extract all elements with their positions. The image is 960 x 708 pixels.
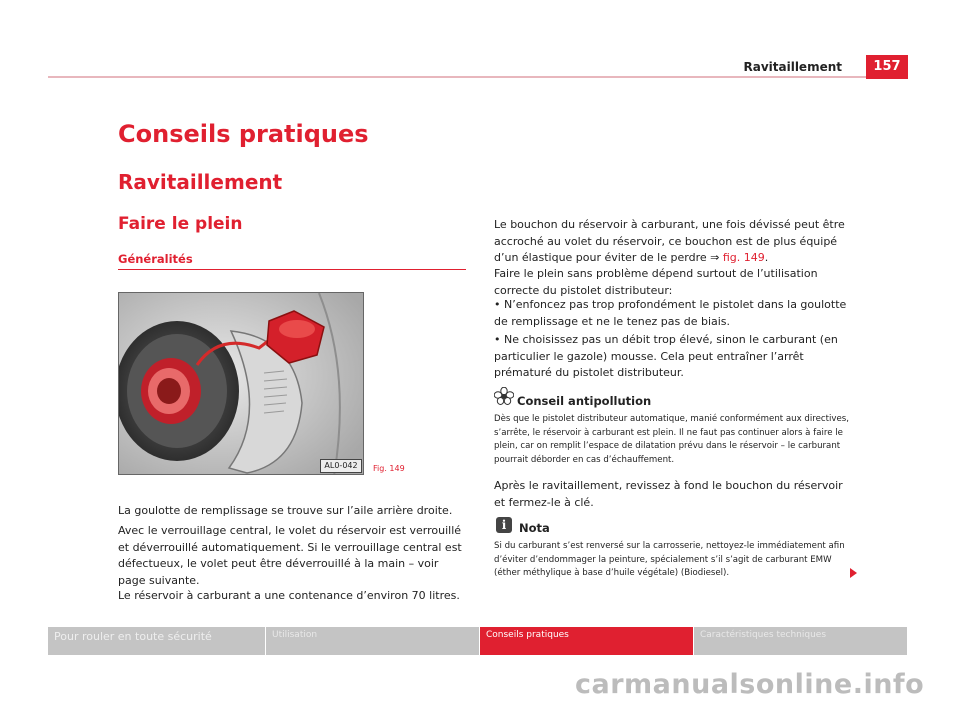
section-title: Ravitaillement bbox=[118, 170, 283, 194]
fuel-filler-drawing bbox=[119, 293, 364, 475]
subsection-title: Faire le plein bbox=[118, 214, 243, 234]
running-header-title: Ravitaillement bbox=[743, 60, 842, 74]
footer-tab-conseils[interactable]: Conseils pratiques bbox=[480, 627, 694, 655]
paragraph: La goulotte de remplissage se trouve sur l’aile arrière droite. bbox=[118, 504, 453, 517]
paragraph: Après le ravitaillement, revissez à fond le bouchon du réservoir et fermez-le à clé. bbox=[494, 479, 843, 509]
footer-nav bbox=[48, 627, 908, 655]
watermark: carmanualsonline.info bbox=[575, 669, 925, 700]
figure-caption: Fig. 149 bbox=[373, 464, 405, 473]
footer-tab-securite[interactable]: Pour rouler en toute sécurité bbox=[48, 627, 266, 655]
paragraph-text: Le bouchon du réservoir à carburant, une fois dévissé peut être accroché au volet du réservoir, ce bouchon est de plus équipé d’un élastique pour éviter de le perdre ⇒ bbox=[494, 218, 845, 264]
footer-tab-utilisation[interactable]: Utilisation bbox=[266, 627, 480, 655]
paragraph-end: . bbox=[764, 251, 769, 264]
paragraph bbox=[494, 217, 854, 267]
info-icon: i bbox=[496, 517, 512, 533]
nota-text: Si du carburant s’est renversé sur la carrosserie, nettoyez-le immédiatement afin d’éviter d’endommager la peinture, spécialement s’il s’agit de carburant EMW (éther méthylique à base d’huile végétale) (Biodiesel). bbox=[494, 541, 845, 578]
arrow-right-icon[interactable] bbox=[850, 568, 857, 578]
flower-icon bbox=[494, 387, 514, 405]
chapter-title: Conseils pratiques bbox=[118, 120, 369, 148]
bullet-item: • N’enfoncez pas trop profondément le pistolet dans la goulotte de remplissage et ne le tenez pas de biais. bbox=[494, 298, 847, 328]
subheading-rule bbox=[118, 269, 466, 270]
environment-note-text: Dès que le pistolet distributeur automatique, manié conformément aux directives, s’arrête, le réservoir à carburant est plein. Il ne faut pas continuer alors à faire le plein, car on remplit l’espace de dilatation prévu dans le réservoir – le carburant pourrait déborder en cas d’échauffement. bbox=[494, 414, 849, 465]
paragraph: Le réservoir à carburant a une contenance d’environ 70 litres. bbox=[118, 589, 460, 602]
figure-link[interactable]: fig. 149 bbox=[722, 251, 765, 264]
paragraph: Avec le verrouillage central, le volet du réservoir est verrouillé et déverrouillé automatiquement. Si le verrouillage central est défectueux, le volet peut être déverrouillé à la main – voir page suivante. bbox=[118, 524, 462, 587]
bullet-item: • Ne choisissez pas un débit trop élevé, sinon le carburant (en particulier le gazole) mousse. Cela peut entraîner l’arrêt prématuré du pistolet distributeur. bbox=[494, 333, 838, 379]
paragraph: Faire le plein sans problème dépend surtout de l’utilisation correcte du pistolet distributeur: bbox=[494, 267, 818, 297]
footer-tab-caracteristiques[interactable]: Caractéristiques techniques bbox=[694, 627, 908, 655]
environment-note-title: Conseil antipollution bbox=[517, 394, 652, 408]
header-rule bbox=[48, 76, 908, 78]
nota-title: Nota bbox=[519, 521, 550, 535]
page-number: 157 bbox=[866, 55, 908, 79]
fuel-filler-illustration bbox=[118, 292, 364, 475]
figure-code: AL0-042 bbox=[320, 459, 362, 473]
subheading: Généralités bbox=[118, 252, 193, 266]
